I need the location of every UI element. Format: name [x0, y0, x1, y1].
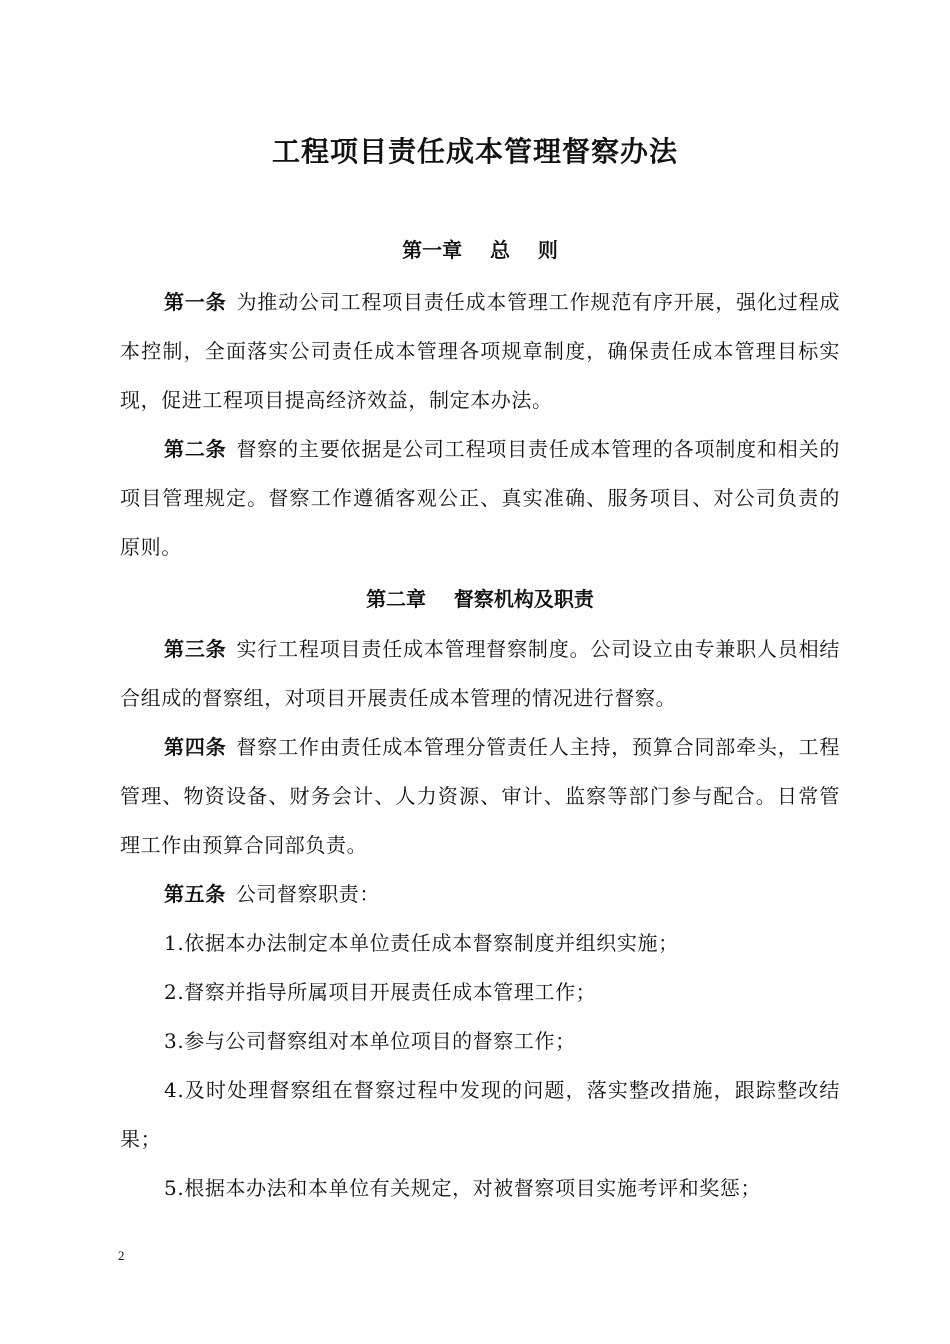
article-2-label: 第二条	[164, 437, 227, 461]
duty-item: 5.根据本办法和本单位有关规定，对被督察项目实施考评和奖惩；	[164, 1176, 762, 1200]
duty-item: 4.及时处理督察组在督察过程中发现的问题，落实整改措施，跟踪整改结果；	[120, 1078, 840, 1151]
chapter-heading-1: 第一章 总 则	[402, 238, 558, 262]
page-number: 2	[118, 1248, 125, 1263]
chapter-2-body	[120, 625, 840, 1213]
article-3-text: 实行工程项目责任成本管理督察制度。公司设立由专兼职人员相结合组成的督察组，对项目开展责任成本管理的情况进行督察。	[120, 637, 840, 710]
chapter-heading-2: 第二章 督察机构及职责	[366, 587, 594, 611]
article-1-text: 为推动公司工程项目责任成本管理工作规范有序开展，强化过程成本控制，全面落实公司责任成本管理各项规章制度，确保责任成本管理目标实现，促进工程项目提高经济效益，制定本办法。	[120, 290, 840, 412]
duty-item: 3.参与公司督察组对本单位项目的督察工作；	[164, 1029, 576, 1053]
article-3	[120, 625, 840, 723]
duty-item: 2.督察并指导所属项目开展责任成本管理工作；	[164, 980, 597, 1004]
article-4	[120, 723, 840, 870]
chapter-1-body	[120, 278, 840, 572]
article-3-label: 第三条	[164, 637, 227, 661]
article-2-text: 督察的主要依据是公司工程项目责任成本管理的各项制度和相关的项目管理规定。督察工作遵循客观公正、真实准确、服务项目、对公司负责的原则。	[120, 437, 840, 559]
article-1-label: 第一条	[164, 290, 227, 314]
article-2	[120, 425, 840, 572]
article-5	[120, 870, 840, 919]
article-4-text: 督察工作由责任成本管理分管责任人主持，预算合同部牵头，工程管理、物资设备、财务会计、人力资源、审计、监察等部门参与配合。日常管理工作由预算合同部负责。	[120, 735, 840, 857]
article-5-label: 第五条	[164, 882, 226, 906]
article-1	[120, 278, 840, 425]
article-5-text: 公司督察职责：	[235, 882, 381, 906]
duty-item: 1.依据本办法制定本单位责任成本督察制度并组织实施；	[164, 931, 679, 955]
article-4-label: 第四条	[164, 735, 227, 759]
document-title: 工程项目责任成本管理督察办法	[271, 135, 678, 168]
